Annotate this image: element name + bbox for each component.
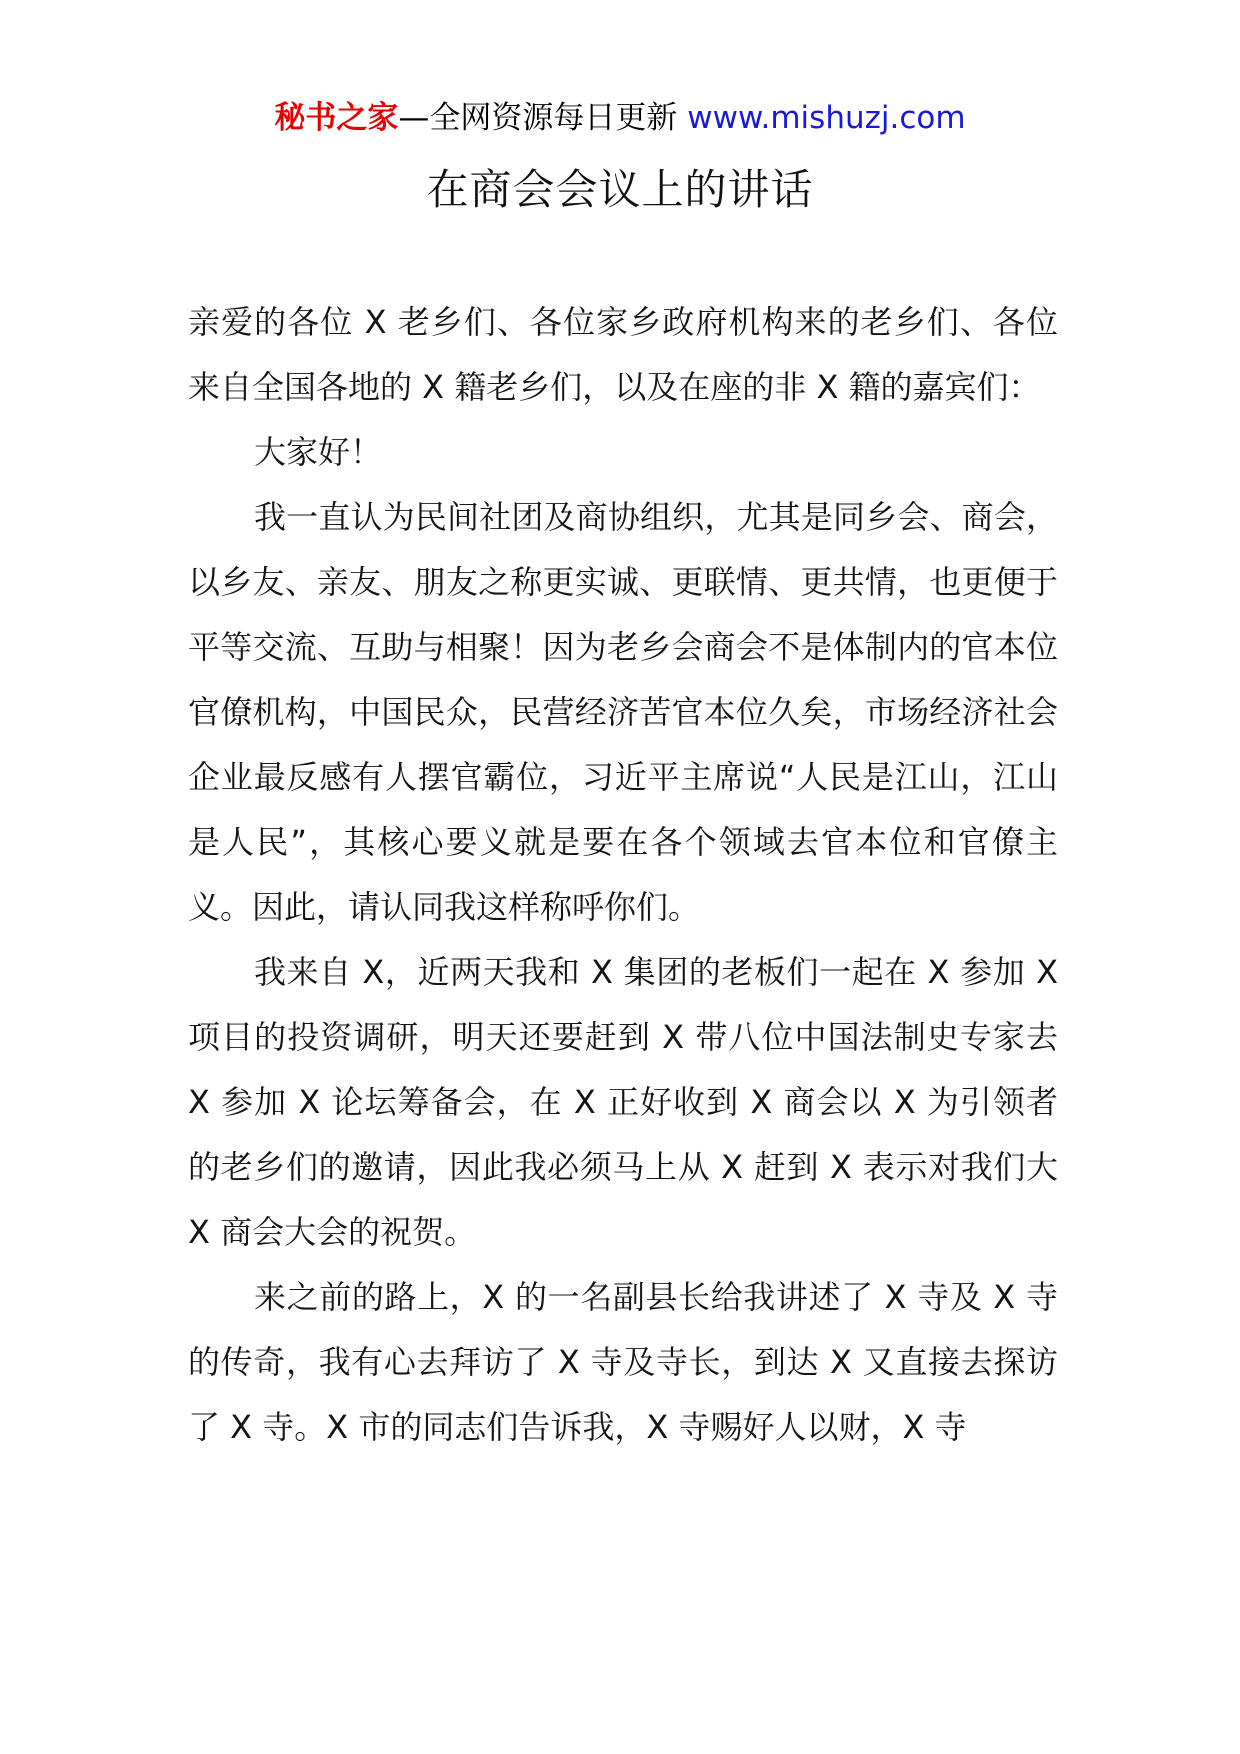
salutation-paragraph: 亲爱的各位 X 老乡们、各位家乡政府机构来的老乡们、各位来自全国各地的 X 籍老乡们，以及在座的非 X 籍的嘉宾们： [188, 303, 1058, 406]
body-paragraph: 来之前的路上，X 的一名副县长给我讲述了 X 寺及 X 寺的传奇，我有心去拜访了 X 寺及寺长，到达 X 又直接去探访了 X 寺。X 市的同志们告诉我，X 寺赐好人以财，X 寺 [188, 1278, 1058, 1446]
brand-name: 秘书之家 [274, 100, 399, 136]
document-title: 在商会会议上的讲话 [426, 165, 814, 214]
brand-slogan: —全网资源每日更新 [398, 100, 688, 136]
greeting-paragraph: 大家好！ [254, 433, 383, 471]
body-paragraph: 我来自 X，近两天我和 X 集团的老板们一起在 X 参加 X 项目的投资调研，明天还要赶到 X 带八位中国法制史专家去 X 参加 X 论坛筹备会，在 X 正好收到 X 商会以 X 为引领者的老乡们的邀请，因此我必须马上从 X 赶到 X 表示对我们大 X 商会大会的祝贺。 [188, 953, 1058, 1251]
document-body [188, 290, 1058, 1460]
site-header [0, 98, 1240, 138]
site-url: www.mishuzj.com [687, 100, 966, 136]
body-paragraph: 我一直认为民间社团及商协组织，尤其是同乡会、商会，以乡友、亲友、朋友之称更实诚、更联情、更共情，也更便于平等交流、互助与相聚！因为老乡会商会不是体制内的官本位官僚机构，中国民众，民营经济苦官本位久矣，市场经济社会企业最反感有人摆官霸位，习近平主席说“人民是江山，江山是人民”，其核心要义就是要在各个领域去官本位和官僚主义。因此，请认同我这样称呼你们。 [188, 498, 1058, 926]
